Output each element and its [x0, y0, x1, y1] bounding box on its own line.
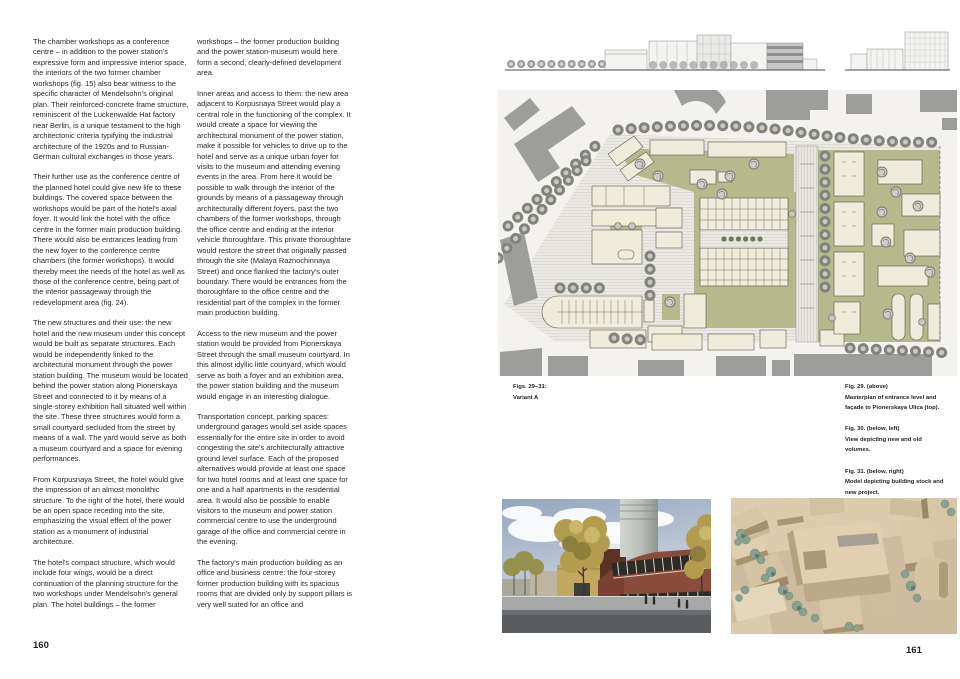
text-column-1 [33, 37, 189, 620]
caption-body: View depicting new and old volumes. [845, 436, 922, 454]
body-paragraph: The hotel's compact structure, which would include four wings, would be a direct continuation of the planning structure for the two workshops under Mendelsohn's general plan. The hotel buildings – the former [33, 557, 179, 609]
body-paragraph: workshops – the former production building and the power station-museum would here form a second, clearly-defined development area. [197, 37, 342, 78]
body-paragraph: Access to the new museum and the power station would be provided from Pionerskaya Street through the small museum courtyard. In this almost idyllic little courtyard, which would serve as both a foyer and an exhibition area, the power station building and the museum would engage in an interesting dialogue. [197, 328, 350, 401]
caption-line: Variant A [513, 394, 539, 401]
text-column-2 [197, 37, 353, 620]
body-paragraph: From Korpusnaya Street, the hotel would give the impression of an almost monolithic structure. To the right of the hotel, there would be an open space receding into the site, emphasizing the visual effect of the power station as a monument of industrial architecture. [33, 474, 185, 547]
elevation-drawing [505, 28, 950, 74]
caption-column [845, 382, 945, 509]
caption-head: Fig. 29. (above) [845, 384, 888, 390]
page-number-right: 161 [906, 645, 922, 656]
page-number-left: 160 [33, 640, 49, 651]
masterplan-drawing [498, 90, 957, 376]
caption-head: Fig. 31. (below, right) [845, 468, 904, 475]
caption-body: Masterplan of entrance level and façade to Pionerskaya Ulica (top). [845, 394, 940, 412]
caption-fig-29 [845, 382, 945, 414]
rendering-photo [502, 499, 711, 633]
caption-fig-31 [845, 467, 945, 499]
body-paragraph: Their further use as the conference centre of the planned hotel could give new life to these buildings. The covered space between the workshops would be part of the hotel's axial foyer. It would link the hotel with the office centre in the former main production building. There would also be entrances leading from the new foyer to the conference centre chambers (the former workshops). It would thereby meet the needs of the hotel as well as those of the conference centre, being part of the interior passageway through the redevelopment area (fig. 24). [33, 172, 185, 307]
caption-body: Model depicting building stock and new project. [845, 479, 944, 496]
caption-fig-30 [845, 424, 945, 456]
caption-figs-29-31 [513, 382, 603, 403]
body-paragraph: The new structures and their use: the new hotel and the new museum under this concept would be built as separate structures. Each would be independently linked to the architectural monument through the power station building. The museum would be located behind the power station along Pionerskaya Street and connected to it by means of a single-storey exhibition hall situated well within the site. These three structures would form a small courtyard secluded from the street by means of a wall. The yard would serve as both a museum courtyard and a space for evening performances. [33, 318, 188, 464]
caption-head: Fig. 30. (below, left) [845, 426, 900, 433]
body-paragraph: The chamber workshops as a conference centre – in addition to the power station's expressive form and impressive interior space, the interiors of the two former chamber workshops (fig. 15) also bear witness to the specific character of Mendelsohn's original plan. Their reinforced-concrete frame structure, reminiscent of the Luckenwalde Hat factory near Berlin, is a unique testament to the high architectonic criteria typifying the industrial architecture of the 1920s and to Russian-German cultural exchanges in those years. [33, 37, 189, 161]
road-shading [502, 610, 711, 615]
body-paragraph: Inner areas and access to them: the new area adjacent to Korpusnaya Street would play a central role in the functioning of the complex. It would create a space for viewing the architectural monument of the power station, make it possible for vehicles to drive up to the hotel and serve as a unique urban foyer for visits to the museum and attending evening events in the area. From here it would be possible to walk through the interior of the grounds by means of a passageway through architecturally different foyers, past the two chambers of the former workshops, through the office centre and ending at the interior vehicle thoroughfare. This private thoroughfare would restore the street that originally passed through the site (Malaya Raznochinnaya Street) and once flanked the factory's outer boundary. There would be entrances from the thoroughfare to the office centre and the residential part of the complex in the former main production building. [197, 88, 352, 318]
body-paragraph: The factory's main production building as an office and business centre: the four-storey former production building with its spacious rooms that are divided only by support pillars is very well suited for an office and [197, 557, 353, 609]
model-photo [731, 498, 957, 634]
body-paragraph: Transportation concept, parking spaces: underground garages would set aside spaces essentially for the entire site in order to avoid congesting the site's architecturally attractive ground level surface. Each of the proposed alternatives would provide at least one space for two hotel rooms and at least one space for one and a half apartments in the residential area. It would also be possible to enable visitors to the museum and power station commercial centre to use the underground garage of the office and commercial centre in the evening. [197, 411, 348, 547]
caption-line: Figs. 29–31: [513, 384, 547, 390]
plan-thoroughfare [796, 146, 818, 342]
cylindrical-tower [620, 499, 658, 557]
